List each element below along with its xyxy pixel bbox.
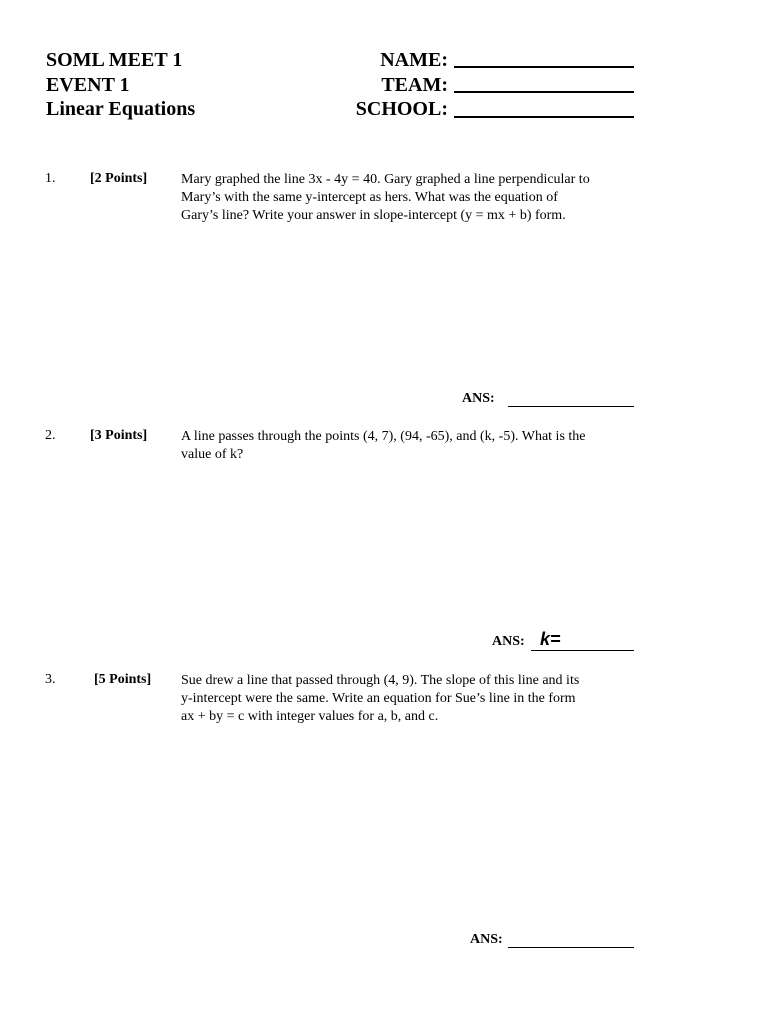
question-2-number: 2. <box>45 428 56 443</box>
question-1-line-1: Mary graphed the line 3x - 4y = 40. Gary graphed a line perpendicular to <box>181 172 590 187</box>
question-2-points: [3 Points] <box>90 428 148 443</box>
question-1-line-3: Gary’s line? Write your answer in slope-intercept (y = mx + b) form. <box>181 208 566 223</box>
question-2-line-1: A line passes through the points (4, 7), (94, -65), and (k, -5). What is the <box>181 429 586 444</box>
name-blank[interactable] <box>454 66 634 68</box>
question-3-line-1: Sue drew a line that passed through (4, 9). The slope of this line and its <box>181 673 580 688</box>
question-3-number: 3. <box>45 672 56 687</box>
meet-title: SOML MEET 1 <box>46 49 183 71</box>
question-3-line-2: y-intercept were the same. Write an equation for Sue’s line in the form <box>181 691 576 706</box>
question-1-text <box>181 171 631 225</box>
name-label: NAME: <box>380 49 448 71</box>
team-label: TEAM: <box>381 74 448 96</box>
question-1-line-2: Mary’s with the same y-intercept as hers. What was the equation of <box>181 190 558 205</box>
question-3-text <box>181 672 631 726</box>
team-blank[interactable] <box>454 91 634 93</box>
school-blank[interactable] <box>454 116 634 118</box>
question-2-line-2: value of k? <box>181 447 244 462</box>
question-1-answer-line[interactable] <box>508 406 634 407</box>
question-1-number: 1. <box>45 171 56 186</box>
question-2-answer-line[interactable] <box>531 650 634 651</box>
question-3-line-3: ax + by = c with integer values for a, b, and c. <box>181 709 439 724</box>
question-2-ans-label: ANS: <box>492 634 525 649</box>
question-2-text <box>181 428 631 464</box>
topic-title: Linear Equations <box>46 98 196 120</box>
school-label: SCHOOL: <box>355 98 448 120</box>
event-title: EVENT 1 <box>46 74 130 96</box>
question-1-ans-label: ANS: <box>462 391 495 406</box>
question-3-answer-line[interactable] <box>508 947 634 948</box>
question-1-points: [2 Points] <box>90 171 148 186</box>
question-2-k-prefill: k= <box>540 629 561 649</box>
question-3-points: [5 Points] <box>94 672 152 687</box>
question-3-ans-label: ANS: <box>470 932 503 947</box>
